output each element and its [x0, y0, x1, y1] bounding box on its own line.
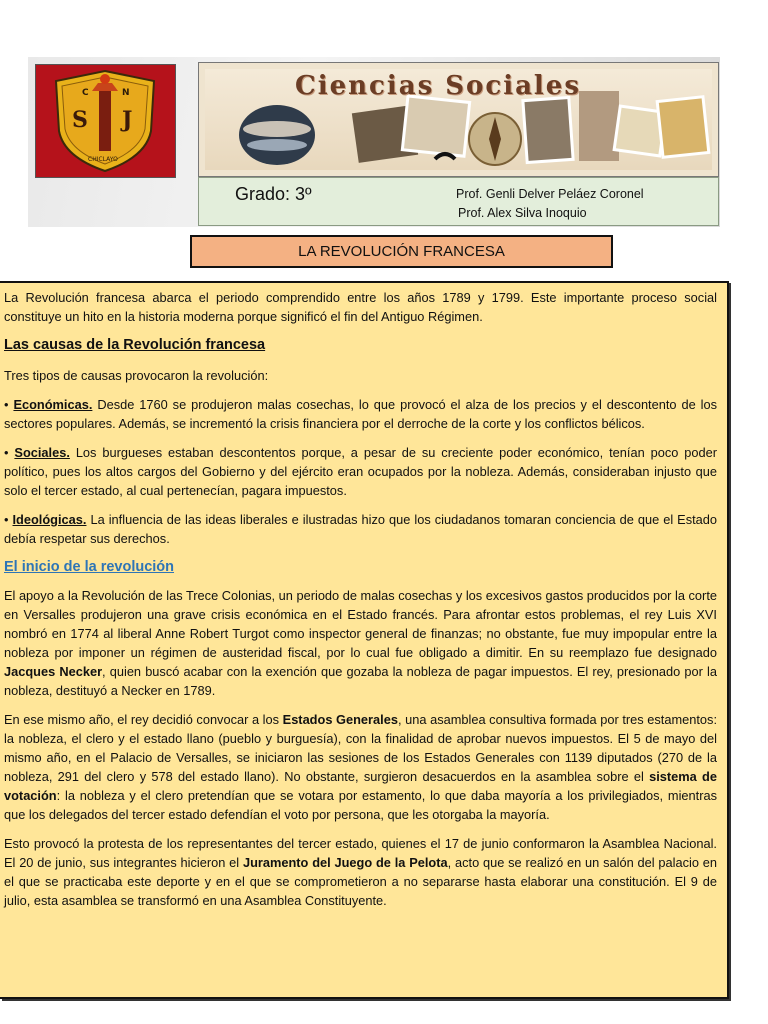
school-logo	[35, 64, 176, 178]
svg-text:C: C	[82, 88, 89, 98]
start-paragraph-2	[4, 710, 717, 824]
bold-term: Jacques Necker	[4, 664, 103, 679]
text-run: , acto que se realizó en un salón del palacio en el que se practicaba este deporte y en el que se comprometieron a no separarse hasta elaborar una constitución. El 9 de julio, esta asamblea se transformó en una Asamblea Constituyente.	[4, 855, 717, 908]
text-run: , quien buscó acabar con la exención que gozaba la nobleza de pagar impuestos. El rey, presionado por la nobleza, destituyó a Necker en 1789.	[4, 664, 717, 698]
svg-text:CHICLAYO: CHICLAYO	[88, 156, 118, 163]
grade-info-box	[198, 177, 719, 226]
bold-term: Estados Generales	[282, 712, 398, 727]
banner-title: Ciencias Sociales	[295, 71, 581, 101]
subject-banner	[198, 62, 719, 177]
bullet: •	[4, 397, 9, 412]
bold-term: sistema de votación	[4, 769, 717, 803]
svg-text:S: S	[72, 107, 88, 133]
page-title: LA REVOLUCIÓN FRANCESA	[190, 235, 613, 268]
causes-lead: Tres tipos de causas provocaron la revolución:	[4, 368, 269, 383]
grade-label: Grado: 3º	[235, 184, 312, 204]
text-run: , una asamblea consultiva formada por tres estamentos: la nobleza, el clero y el estado llano (pueblo y burguesía), con la finalidad de aprobar nuevos impuestos. El 5 de mayo del mismo año, en el Palacio de Versalles, se iniciaron las sesiones de los Estados Generales con 1139 diputados (270 de la nobleza, 291 del clero y 578 del estado llano). No obstante, surgieron desacuerdos en la asamblea sobre el	[4, 712, 717, 784]
start-paragraph-1	[4, 586, 717, 700]
cause-ideological-label: Ideológicas.	[12, 512, 87, 527]
text-run: : la nobleza y el clero pretendían que se votara por estamento, lo que daba mayoría a los privilegiados, mientras que los delegados del tercer estado defendían el voto por persona, que les otorgaba la mayoría.	[4, 788, 717, 822]
bullet: •	[4, 512, 9, 527]
cause-social-text: Los burgueses estaban descontentos porque, a pesar de su creciente poder económico, tenían poco poder político, pues los altos cargos del Gobierno y del ejército eran ocupados por la nobleza. Además, consideraban injusto que solo el tercer estado, al cual pertenecían, pagara impuestos.	[4, 445, 717, 498]
causes-heading: Las causas de la Revolución francesa	[4, 337, 266, 353]
cause-ideological	[4, 510, 717, 548]
cause-social	[4, 443, 717, 500]
cause-ideological-text: La influencia de las ideas liberales e ilustradas hizo que los ciudadanos tomaran conciencia de que el Estado debía respetar sus derechos.	[4, 512, 718, 546]
cause-economic	[4, 395, 717, 433]
banner-collage	[205, 69, 712, 170]
bold-term: Juramento del Juego de la Pelota	[242, 855, 448, 870]
teacher-name-1: Prof. Genli Delver Peláez Coronel	[456, 187, 644, 201]
start-heading: El inicio de la revolución	[4, 559, 175, 575]
start-paragraph-3	[4, 834, 717, 910]
text-run: El apoyo a la Revolución de las Trece Colonias, un periodo de malas cosechas y los excesivos gastos producidos por la corte en Versalles produjeron una grave crisis económica en el Estado francés. Para afrontar estos problemas, el rey Luis XVI nombró en 1774 al liberal Anne Robert Turgot como inspector general de finanzas; no obstante, fue muy impopular entre la nobleza por imponer un régimen de austeridad fiscal, por lo cual fue obligado a dimitir. En su reemplazo fue designado	[4, 588, 717, 660]
school-crest-icon	[36, 65, 175, 177]
text-run: Esto provocó la protesta de los representantes del tercer estado, quienes el 17 de junio conformaron la Asamblea Nacional. El 20 de junio, sus integrantes hicieron el	[4, 836, 717, 870]
teacher-name-2: Prof. Alex Silva Inoquio	[458, 206, 587, 220]
cause-economic-label: Económicas.	[13, 397, 93, 412]
cause-economic-text: Desde 1760 se produjeron malas cosechas, lo que provocó el alza de los precios y el descontento de los sectores populares. Además, se incrementó la crisis financiera por el derroche de la corte y los conflictos bélicos.	[4, 397, 717, 431]
svg-text:J: J	[122, 107, 133, 133]
bullet: •	[4, 445, 9, 460]
intro-paragraph: La Revolución francesa abarca el periodo comprendido entre los años 1789 y 1799. Este importante proceso social constituye un hito en la historia moderna porque significó el fin del Antiguo Régimen.	[4, 290, 717, 324]
svg-text:N: N	[122, 88, 130, 98]
text-run: En ese mismo año, el rey decidió convocar a los	[4, 712, 283, 727]
content-box	[0, 281, 729, 999]
cause-social-label: Sociales.	[14, 445, 70, 460]
